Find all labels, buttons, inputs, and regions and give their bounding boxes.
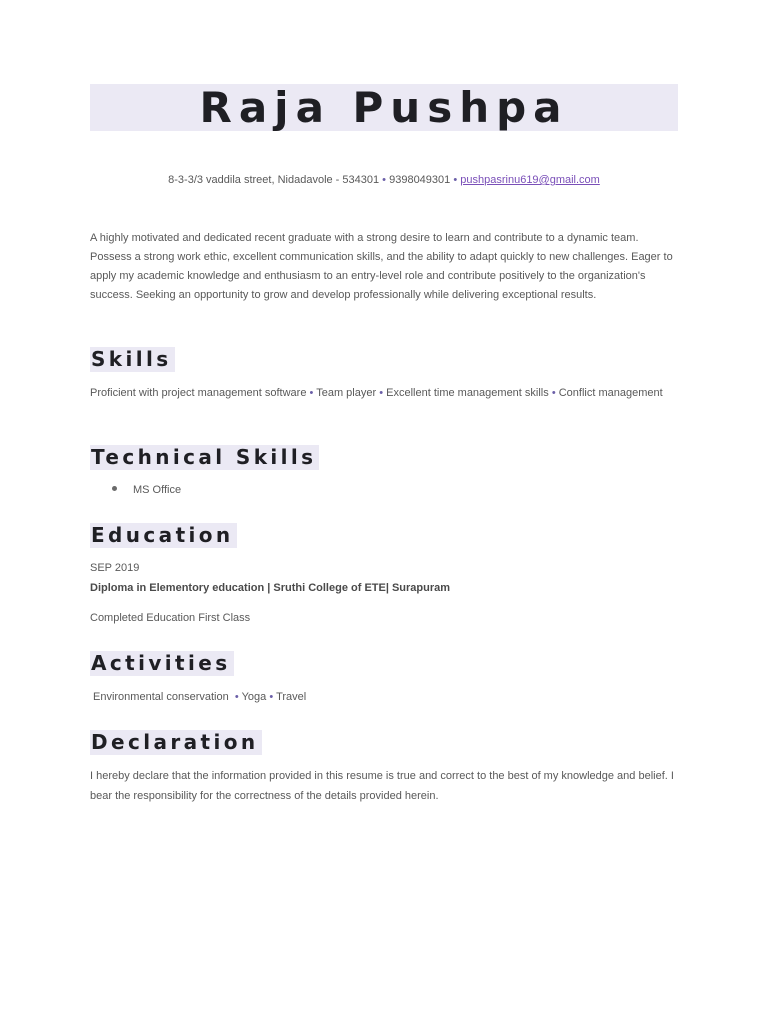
activities-heading: Activities bbox=[90, 651, 234, 676]
skill-item: Excellent time management skills bbox=[386, 387, 549, 399]
email-link[interactable]: pushpasrinu619@gmail.com bbox=[460, 174, 600, 186]
skill-item: Conflict management bbox=[558, 387, 663, 399]
education-date: SEP 2019 bbox=[90, 562, 140, 574]
activities-list bbox=[93, 688, 681, 707]
separator-dot: • bbox=[309, 387, 314, 399]
activity-item: Travel bbox=[276, 691, 307, 703]
candidate-name: Raja Pushpa bbox=[199, 82, 569, 132]
separator-dot: • bbox=[234, 691, 239, 703]
separator-dot: • bbox=[379, 387, 384, 399]
skills-heading: Skills bbox=[90, 347, 175, 372]
education-detail: Completed Education First Class bbox=[90, 612, 251, 624]
skills-list bbox=[90, 384, 678, 403]
separator-dot: • bbox=[269, 691, 274, 703]
activity-item: Environmental conservation bbox=[93, 691, 229, 703]
technical-skill-list-item bbox=[112, 481, 181, 500]
name-banner bbox=[90, 84, 678, 131]
technical-skills-heading: Technical Skills bbox=[90, 445, 319, 470]
education-title: Diploma in Elementory education | Sruthi College of ETE| Surapuram bbox=[90, 582, 451, 594]
phone: 9398049301 bbox=[389, 174, 451, 186]
technical-skill-item: MS Office bbox=[133, 484, 182, 496]
separator-dot: • bbox=[551, 387, 556, 399]
declaration-heading: Declaration bbox=[90, 730, 262, 755]
skill-item: Proficient with project management software bbox=[90, 387, 307, 399]
activity-item: Yoga bbox=[241, 691, 267, 703]
contact-line bbox=[90, 174, 678, 186]
bullet-icon bbox=[112, 486, 117, 491]
separator-dot: • bbox=[382, 174, 387, 186]
address: 8-3-3/3 vaddila street, Nidadavole - 534301 bbox=[168, 174, 380, 186]
declaration-text: I hereby declare that the information provided in this resume is true and correct to the best of my knowledge and belief. I bear the responsibility for the correctness of the details provided herein. bbox=[90, 770, 674, 802]
summary-paragraph: A highly motivated and dedicated recent graduate with a strong desire to learn and contribute to a dynamic team. Possess a strong work ethic, excellent communication skills, and the ability to adapt quickly to new challenges. Eager to apply my academic knowledge and enthusiasm to an entry-level role and contribute positively to the organization's success. Seeking an opportunity to grow and develop professionally while delivering exceptional results. bbox=[90, 232, 673, 301]
separator-dot: • bbox=[453, 174, 458, 186]
education-heading: Education bbox=[90, 523, 237, 548]
skill-item: Team player bbox=[316, 387, 377, 399]
